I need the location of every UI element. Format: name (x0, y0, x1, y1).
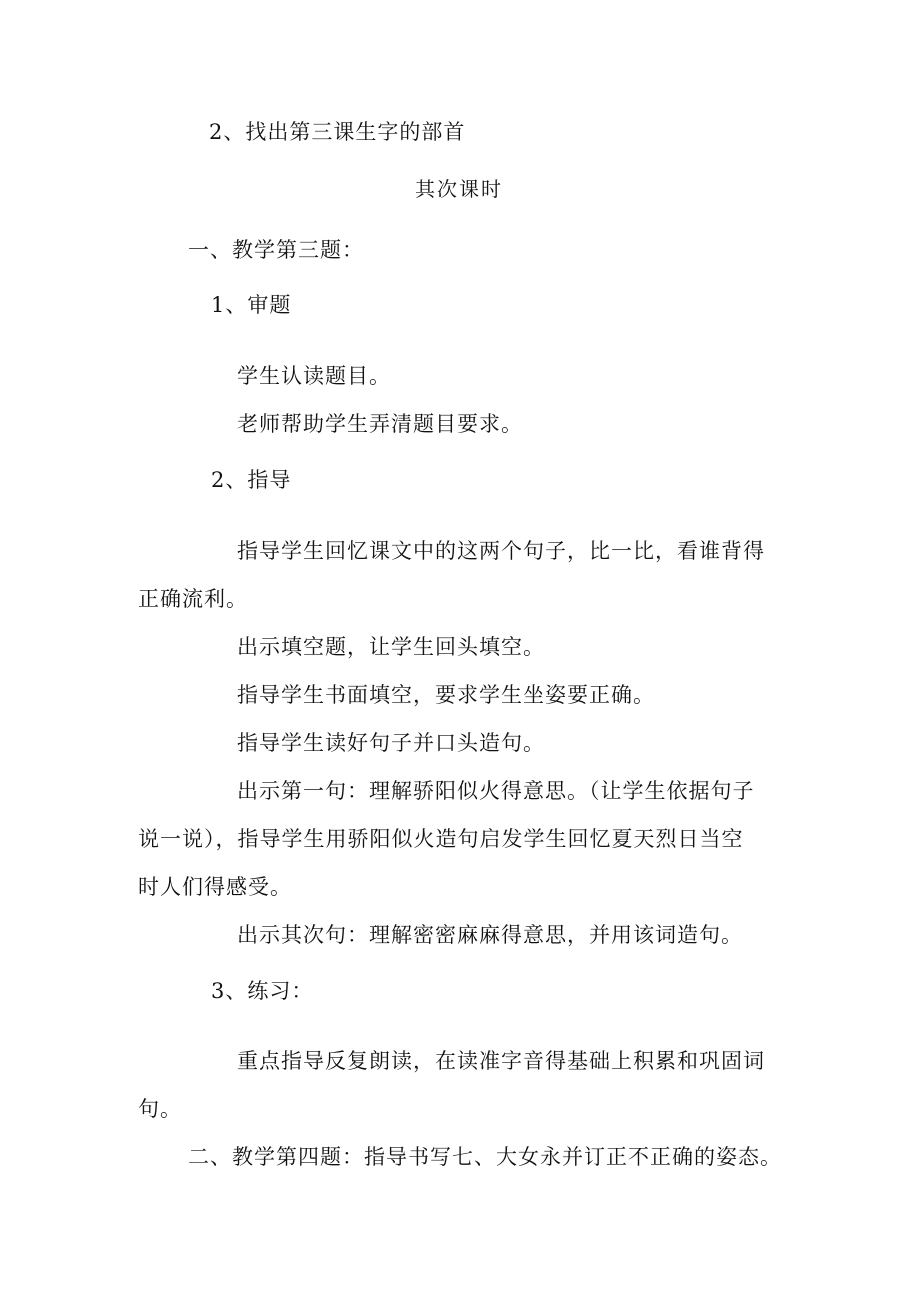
paragraph-written-fill: 指导学生书面填空，要求学生坐姿要正确。 (237, 683, 655, 707)
paragraph-recall-sentences: 指导学生回忆课文中的这两个句子，比一比，看谁背得 (237, 539, 765, 563)
paragraph-fill-blanks: 出示填空题，让学生回头填空。 (237, 635, 545, 659)
step-guidance: 2、指导 (211, 468, 292, 492)
paragraph-second-sentence: 出示其次句：理解密密麻麻得意思，并用该词造句。 (237, 923, 743, 947)
section-title-second-lesson: 其次课时 (415, 177, 503, 201)
paragraph-oral-sentences: 指导学生读好句子并口头造句。 (237, 731, 545, 755)
paragraph-first-sentence-end: 时人们得感受。 (138, 875, 292, 899)
paragraph-teacher-help: 老师帮助学生弄清题目要求。 (237, 412, 523, 436)
step-practice: 3、练习： (211, 979, 314, 1003)
step-review-question: 1、审题 (211, 293, 292, 317)
paragraph-repeated-reading-cont: 句。 (138, 1097, 182, 1121)
step-find-radicals: 2、找出第三课生字的部首 (209, 120, 466, 144)
paragraph-repeated-reading: 重点指导反复朗读，在读准字音得基础上积累和巩固词 (237, 1049, 765, 1073)
paragraph-recall-sentences-cont: 正确流利。 (138, 587, 248, 611)
heading-part-two: 二、教学第四题：指导书写七、大女永并订正不正确的姿态。 (188, 1145, 782, 1169)
paragraph-first-sentence-cont: 说一说），指导学生用骄阳似火造句启发学生回忆夏天烈日当空 (138, 827, 744, 851)
paragraph-students-read: 学生认读题目。 (237, 364, 391, 388)
paragraph-first-sentence: 出示第一句：理解骄阳似火得意思。（让学生依据句子 (237, 779, 755, 803)
heading-part-one: 一、教学第三题： (188, 238, 364, 262)
